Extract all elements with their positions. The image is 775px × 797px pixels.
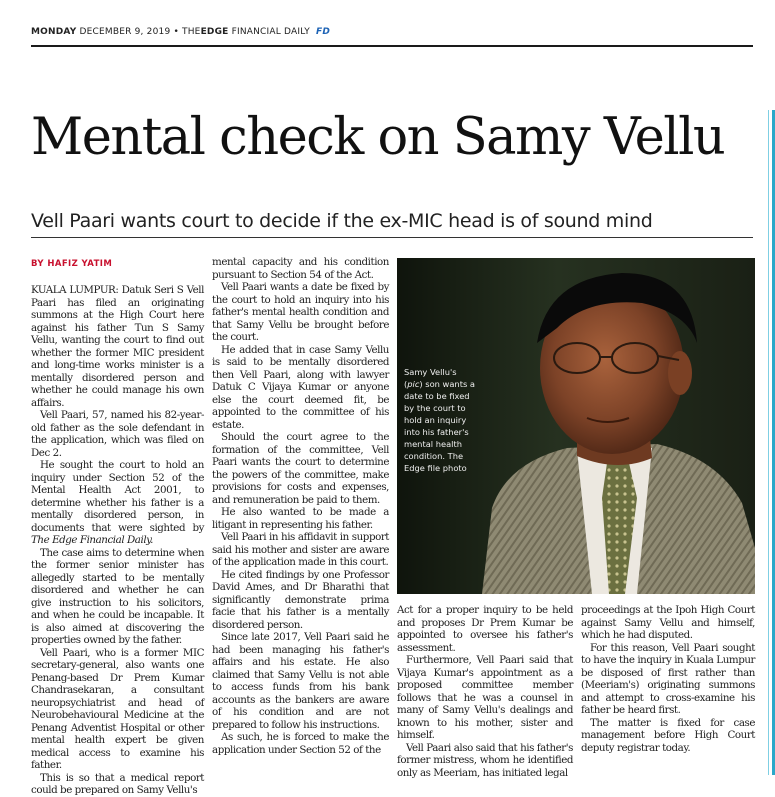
- paragraph: Furthermore, Vell Paari said that Vijaya Kumar's appointment as a proposed committee member follows that he was a counsel in many of Samy Vellu's dealings and known to his mother, sister and himself.: [397, 654, 573, 741]
- paragraph: This is so that a medical report could be prepared on Samy Vellu's: [31, 771, 204, 796]
- paragraph: The case aims to determine when the former senior minister has allegedly started to be mentally disordered and whether he can give instruction to his solicitors, and when he could be incapable. It is also aimed at discovering the properties owned by the father.: [31, 546, 204, 646]
- deck-rule: [31, 237, 753, 238]
- paragraph: Vell Paari also said that his father's former mistress, whom he identified only as Meeriam, has initiated legal: [397, 741, 573, 779]
- headline: Mental check on Samy Vellu: [31, 108, 725, 167]
- paragraph: proceedings at the Ipoh High Court against Samy Vellu and himself, which he had disputed.: [581, 604, 755, 641]
- paragraph: Vell Paari, 57, named his 82-year-old father as the sole defendant in the application, which was filed on Dec 2.: [31, 409, 204, 459]
- paragraph: As such, he is forced to make the application under Section 52 of the: [212, 731, 389, 756]
- paragraph: Vell Paari wants a date be fixed by the court to hold an inquiry into his father's mental health condition and that Samy Vellu be brought before the court.: [212, 281, 389, 343]
- paragraph: mental capacity and his condition pursuant to Section 54 of the Act.: [212, 256, 389, 281]
- paragraph: KUALA LUMPUR: Datuk Seri S Vell Paari has filed an originating summons at the High Court here against his father Tun S Samy Vellu, wanting the court to find out whether the former MIC president and long-time works minister is a mentally disordered person and whether he could manage his own affairs.: [31, 284, 204, 409]
- folio-day: MONDAY: [31, 27, 77, 37]
- paragraph: The matter is fixed for case management before High Court deputy registrar today.: [581, 716, 755, 754]
- deck-subheadline: Vell Paari wants court to decide if the ex-MIC head is of sound mind: [31, 210, 653, 232]
- caption-text: Samy Vellu's (: [404, 367, 457, 389]
- top-rule: [31, 45, 753, 47]
- paragraph: For this reason, Vell Paari sought to have the inquiry in Kuala Lumpur be disposed of first rather than (Meeriam's) originating summons and attempt to cross-examine his father be heard first.: [581, 641, 755, 716]
- paragraph: Vell Paari, who is a former MIC secretary-general, also wants one Penang-based Dr Prem Kumar Chandrasekaran, a consultant neuropsychiatrist and head of Neurobehavioural Medicine at the Penang Adventist Hospital or other mental health expert be given medical access to examine his father.: [31, 646, 204, 771]
- samy-vellu-photo: [397, 258, 755, 594]
- folio-brand-suffix: FINANCIAL DAILY: [231, 27, 310, 37]
- article-column-2: [212, 256, 389, 756]
- paragraph: He cited findings by one Professor David Ames, and Dr Bharathi that significantly demonstrate prima facie that his father is a mentally disordered person.: [212, 568, 389, 631]
- folio-brand-prefix: THE: [182, 27, 201, 37]
- paragraph: Since late 2017, Vell Paari said he had been managing his father's affairs and his estate. He also claimed that Samy Vellu is not able to access funds from his bank accounts as the bankers are aware of his condition and are not prepared to follow his instructions.: [212, 631, 389, 731]
- publication-name: The Edge Financial Daily.: [31, 534, 153, 546]
- caption-text: ) son wants a date to be fixed by the court to hold an inquiry into his father's mental health condition. The Edge file photo: [404, 379, 475, 473]
- paragraph: Vell Paari in his affidavit in support said his mother and sister are aware of the application made in this court.: [212, 531, 389, 568]
- article-column-4: [581, 604, 755, 754]
- paragraph: He also wanted to be made a litigant in representing his father.: [212, 506, 389, 531]
- caption-pic: pic: [407, 379, 420, 389]
- paragraph: Should the court agree to the formation of the committee, Vell Paari wants the court to determine the powers of the committee, make provisions for costs and expenses, and remuneration be paid to them.: [212, 431, 389, 506]
- page-folio: [31, 27, 330, 37]
- paragraph: Act for a proper inquiry to be held and proposes Dr Prem Kumar be appointed to oversee his father's assessment.: [397, 604, 573, 654]
- edge-color-bar-thin: [768, 110, 769, 775]
- article-column-1: [31, 284, 204, 797]
- paragraph: [31, 459, 204, 547]
- paragraph-text: He sought the court to hold an inquiry under Section 52 of the Mental Health Act 2001, to determine whether his father is a mentally disordered person, in documents that were sighted by: [31, 459, 204, 534]
- article-column-3: [397, 604, 573, 779]
- byline: BY HAFIZ YATIM: [31, 259, 113, 269]
- folio-date: DECEMBER 9, 2019 •: [79, 27, 179, 37]
- photo-caption: [404, 366, 476, 474]
- folio-brand-edge: EDGE: [200, 27, 229, 37]
- fd-logo: FD: [316, 27, 331, 37]
- paragraph: He added that in case Samy Vellu is said to be mentally disordered then Vell Paari, along with lawyer Datuk C Vijaya Kumar or anyone else the court deemed fit, be appointed to the committee of his estate.: [212, 343, 389, 431]
